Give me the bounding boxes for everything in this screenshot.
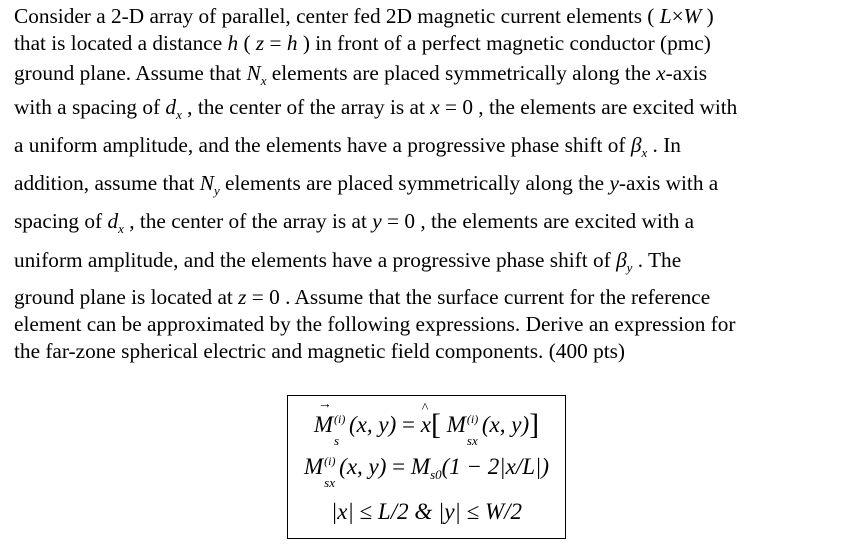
problem-line-6: addition, assume that $N_y$ elements are placed symmetrically along the y-axis with a <box>14 171 719 198</box>
problem-line-8: uniform amplitude, and the elements have a progressive phase shift of $\beta_y$ . The <box>14 248 682 275</box>
problem-line-7: spacing of $d_x$ , the center of the array is at y = 0 , the elements are excited with a <box>14 209 695 236</box>
problem-line-9: ground plane is located at z = 0 . Assume that the surface current for the reference <box>14 285 711 309</box>
equation-domain: |x| ≤ L/2 & |y| ≤ W/2 <box>330 499 523 524</box>
equation-surface-current: → M (i) s (x, y) = ^ x[ M (i) sx (x, y)] <box>288 408 565 442</box>
problem-line-1: Consider a 2-D array of parallel, center fed 2D magnetic current elements ( L×W ) <box>14 4 714 28</box>
equation-current-distribution: M (i) sx (x, $y) = M_{s0}(1 - 2|x/L|)$ <box>303 454 549 490</box>
problem-line-4: with a spacing of $d_x$ , the center of the array is at x = 0 , the elements are excited with <box>14 95 738 122</box>
problem-line-11: the far-zone spherical electric and magnetic field components. (400 pts) <box>14 339 626 363</box>
problem-line-5: a uniform amplitude, and the elements have a progressive phase shift of $\beta_x$ . In <box>14 133 681 160</box>
problem-line-10: element can be approximated by the following expressions. Derive an expression for <box>14 312 736 336</box>
equation-box <box>287 395 566 539</box>
problem-line-3: ground plane. Assume that $N_x$ elements are placed symmetrically along the x-axis <box>14 61 708 88</box>
problem-line-2: that is located a distance h ( z = h ) in front of a perfect magnetic conductor (pmc) <box>14 31 711 55</box>
